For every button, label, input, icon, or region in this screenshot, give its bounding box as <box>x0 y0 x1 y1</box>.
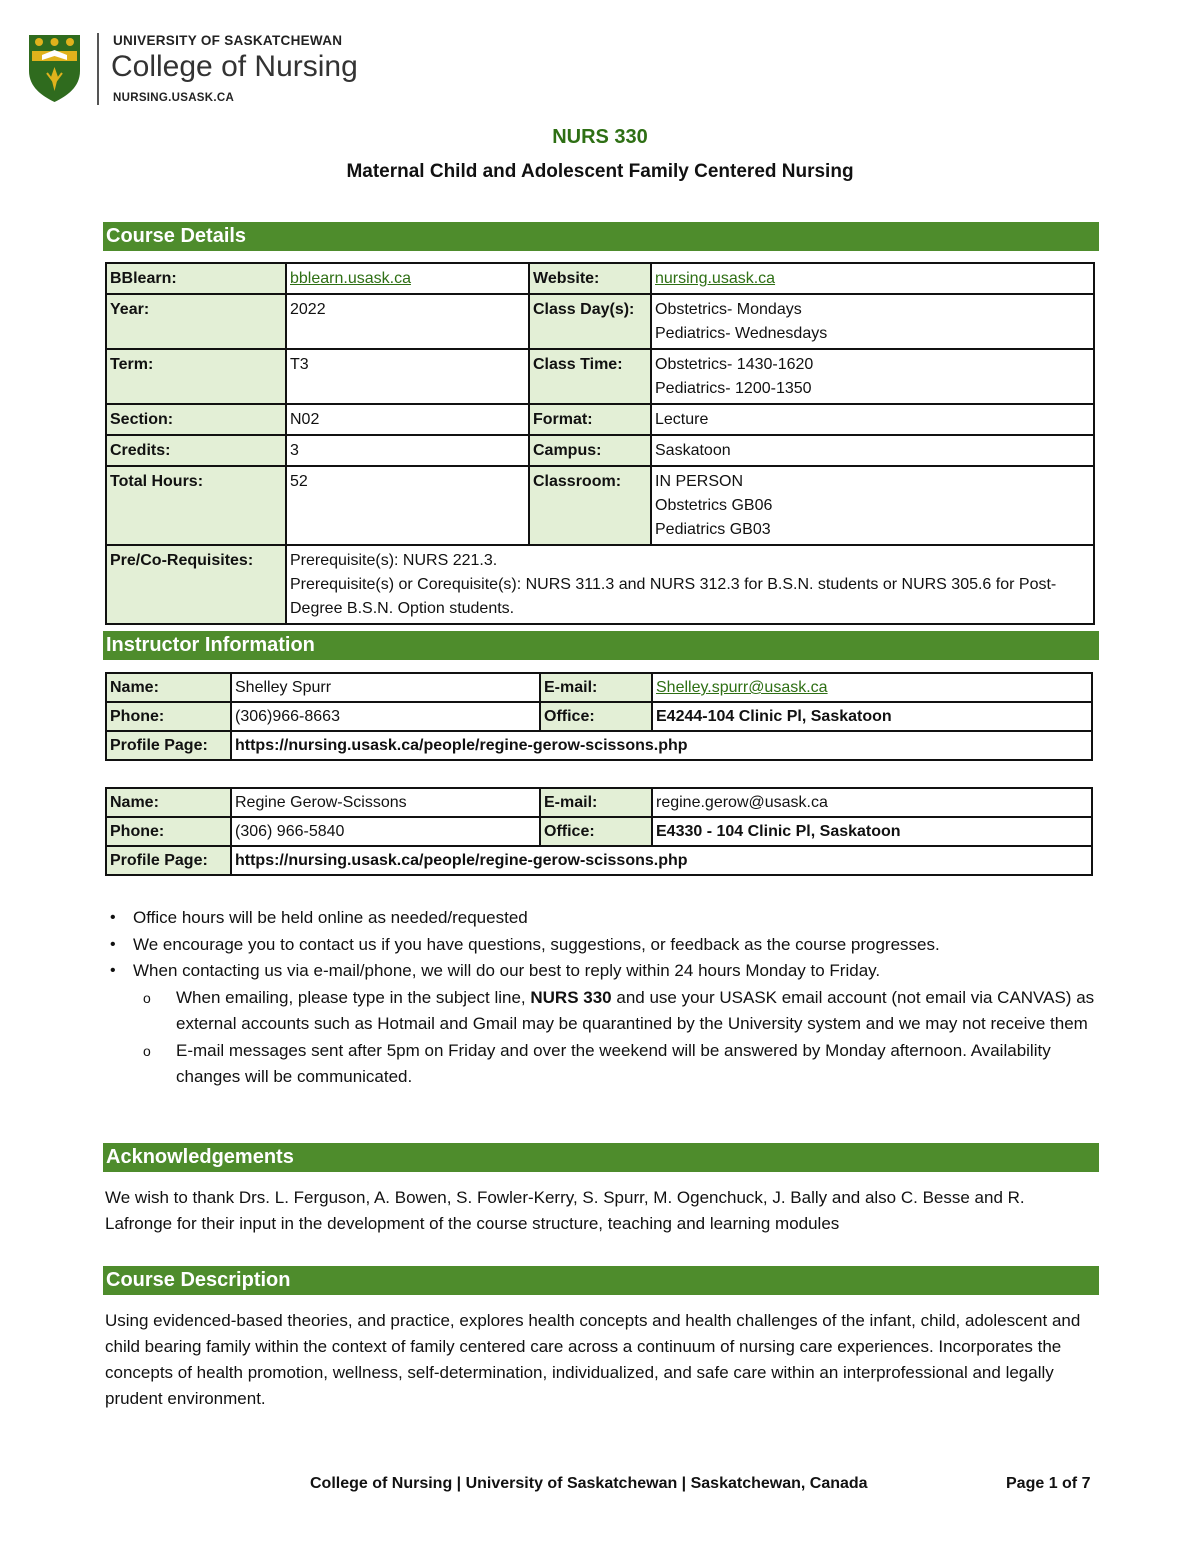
logo-university-name: UNIVERSITY OF SASKATCHEWAN <box>113 33 343 48</box>
contact-note-2: • We encourage you to contact us if you have questions, suggestions, or feedback as the course progresses. <box>105 932 1095 959</box>
instructor-2-name: Regine Gerow-Scissons <box>231 788 540 817</box>
course-description-heading: Course Description <box>103 1266 1099 1295</box>
credits-value: 3 <box>286 435 529 466</box>
class-days-label: Class Day(s): <box>529 294 651 349</box>
logo-website: NURSING.USASK.CA <box>113 92 235 104</box>
footer-text: College of Nursing | University of Saskatchewan | Saskatchewan, Canada <box>310 1475 868 1492</box>
logo-college-name: College of Nursing <box>111 50 358 83</box>
contact-subnote-1 <box>105 985 1095 1038</box>
prereq-label: Pre/Co-Requisites: <box>106 545 286 624</box>
instructor-1-phone: (306)966-8663 <box>231 702 540 731</box>
classroom-line-2: Obstetrics GB06 <box>655 497 773 514</box>
acknowledgements-text: We wish to thank Drs. L. Ferguson, A. Bowen, S. Fowler-Kerry, S. Spurr, M. Ogenchuck, J. Bally and also C. Besse and R. Lafronge for their input in the development of the course structure, teaching and learning modules <box>105 1188 1025 1233</box>
total-hours-label: Total Hours: <box>106 466 286 545</box>
year-label: Year: <box>106 294 286 349</box>
course-code: NURS 330 <box>552 126 648 148</box>
class-days-line-1: Obstetrics- Mondays <box>655 301 802 318</box>
instructor-table-1 <box>105 672 1093 761</box>
classroom-line-3: Pediatrics GB03 <box>655 521 771 538</box>
bblearn-link[interactable]: bblearn.usask.ca <box>290 270 411 287</box>
instructor-1-name: Shelley Spurr <box>231 673 540 702</box>
prereq-value <box>286 545 1094 624</box>
logo-divider <box>97 33 99 105</box>
section-value: N02 <box>286 404 529 435</box>
instructor-1-email-label: E-mail: <box>540 673 652 702</box>
format-label: Format: <box>529 404 651 435</box>
website-link[interactable]: nursing.usask.ca <box>655 270 776 287</box>
subnote-1-bold: NURS 330 <box>530 987 612 1007</box>
instructor-2-office-label: Office: <box>540 817 652 846</box>
class-days-value <box>651 294 1094 349</box>
campus-value: Saskatoon <box>651 435 1094 466</box>
format-value: Lecture <box>651 404 1094 435</box>
section-label: Section: <box>106 404 286 435</box>
campus-label: Campus: <box>529 435 651 466</box>
instructor-1-office-label: Office: <box>540 702 652 731</box>
contact-subnote-2: o E-mail messages sent after 5pm on Friday and over the weekend will be answered by Monday afternoon. Availability changes will be communicated. <box>105 1038 1095 1091</box>
total-hours-value: 52 <box>286 466 529 545</box>
instructor-1-profile[interactable]: https://nursing.usask.ca/people/regine-gerow-scissons.php <box>231 731 1092 760</box>
instructor-2-profile-label: Profile Page: <box>106 846 231 875</box>
course-details-table <box>105 262 1095 625</box>
university-shield-icon <box>27 33 82 103</box>
term-label: Term: <box>106 349 286 404</box>
course-details-heading: Course Details <box>103 222 1099 251</box>
page-number: Page 1 of 7 <box>1006 1475 1091 1492</box>
credits-label: Credits: <box>106 435 286 466</box>
class-time-label: Class Time: <box>529 349 651 404</box>
class-time-line-2: Pediatrics- 1200-1350 <box>655 380 812 397</box>
instructor-table-2 <box>105 787 1093 876</box>
instructor-2-profile[interactable]: https://nursing.usask.ca/people/regine-gerow-scissons.php <box>231 846 1092 875</box>
instructor-2-name-label: Name: <box>106 788 231 817</box>
contact-notes <box>105 905 1095 1091</box>
classroom-value <box>651 466 1094 545</box>
year-value: 2022 <box>286 294 529 349</box>
instructor-2-email[interactable]: regine.gerow@usask.ca <box>652 788 1092 817</box>
course-title: Maternal Child and Adolescent Family Centered Nursing <box>346 161 854 182</box>
instructor-1-email-link[interactable]: Shelley.spurr@usask.ca <box>656 679 828 696</box>
acknowledgements-heading: Acknowledgements <box>103 1143 1099 1172</box>
course-description-text: Using evidenced-based theories, and practice, explores health concepts and health challenges of the infant, child, adolescent and child bearing family within the context of family centered care across a continuum of nursing care experiences. Incorporates the concepts of health promotion, wellness, self-determination, individualized, and safe care within an interprofessional and legally prudent environment. <box>105 1311 1081 1408</box>
instructor-1-phone-label: Phone: <box>106 702 231 731</box>
class-time-line-1: Obstetrics- 1430-1620 <box>655 356 814 373</box>
instructor-1-office: E4244-104 Clinic Pl, Saskatoon <box>652 702 1092 731</box>
college-logo <box>27 33 387 108</box>
contact-note-1: • Office hours will be held online as needed/requested <box>105 905 1095 932</box>
class-days-line-2: Pediatrics- Wednesdays <box>655 325 828 342</box>
instructor-2-email-label: E-mail: <box>540 788 652 817</box>
instructor-1-name-label: Name: <box>106 673 231 702</box>
instructor-1-profile-label: Profile Page: <box>106 731 231 760</box>
classroom-label: Classroom: <box>529 466 651 545</box>
subnote-1-post: and use your USASK email account (not email via CANVAS) as external accounts such as Hotmail and Gmail may be quarantined by the University system and we may not receive them <box>176 987 1095 1033</box>
classroom-line-1: IN PERSON <box>655 473 744 490</box>
term-value: T3 <box>286 349 529 404</box>
subnote-1-pre: When emailing, please type in the subject line, <box>176 987 531 1007</box>
class-time-value <box>651 349 1094 404</box>
instructor-2-office: E4330 - 104 Clinic Pl, Saskatoon <box>652 817 1092 846</box>
instructor-2-phone: (306) 966-5840 <box>231 817 540 846</box>
prereq-line-1: Prerequisite(s): NURS 221.3. <box>290 552 498 569</box>
instructor-2-phone-label: Phone: <box>106 817 231 846</box>
bblearn-label: BBlearn: <box>106 263 286 294</box>
instructor-info-heading: Instructor Information <box>103 631 1099 660</box>
contact-note-3: • When contacting us via e-mail/phone, we will do our best to reply within 24 hours Monday to Friday. <box>105 958 1095 985</box>
website-label: Website: <box>529 263 651 294</box>
prereq-line-2: Prerequisite(s) or Corequisite(s): NURS 311.3 and NURS 312.3 for B.S.N. students or NURS 305.6 for Post-Degree B.S.N. Option students. <box>290 576 1057 617</box>
